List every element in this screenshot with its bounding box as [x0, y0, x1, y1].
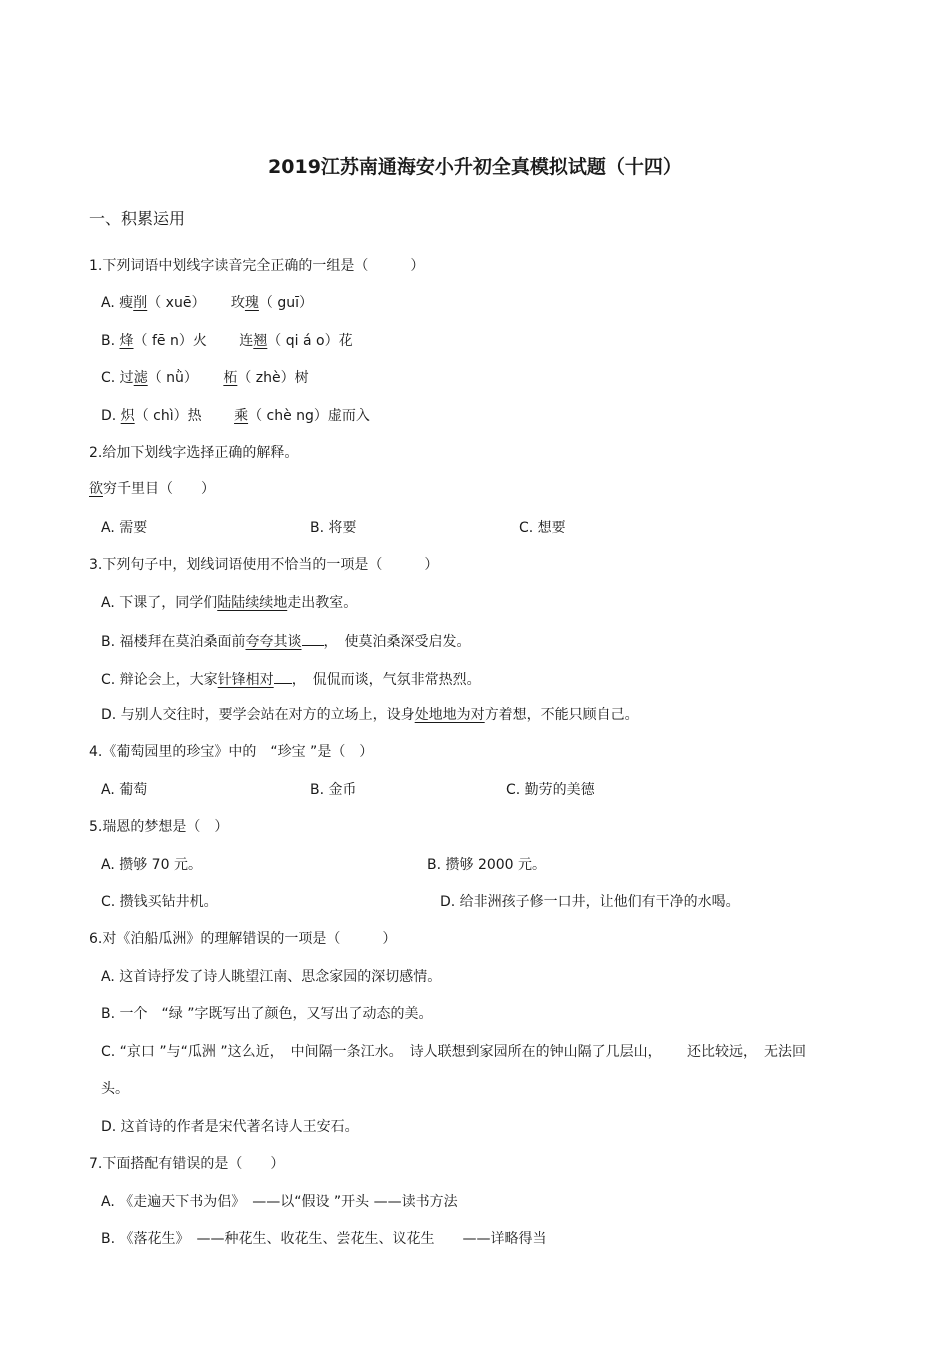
q5-option-c: C. 攒钱买钻井机。 [101, 894, 218, 910]
q2-option-b: B. 将要 [310, 520, 357, 536]
q4-option-b: B. 金币 [310, 782, 357, 798]
q6-stem: 6.对《泊船瓜洲》的理解错误的一项是（ ） [89, 931, 397, 947]
q7-option-b: B. 《落花生》 ——种花生、收花生、尝花生、议花生 ——详略得当 [101, 1231, 547, 1247]
q1-option-d: D. 炽（ chì）热 乘（ chè ng）虚而入 [101, 408, 370, 424]
q1-option-a: A. 瘦削（ xuē） 玫瑰（ guī） [101, 295, 314, 311]
q5-option-b: B. 攒够 2000 元。 [427, 857, 547, 873]
q3-option-c: C. 辩论会上，大家针锋相对 ， 侃侃而谈，气氛非常热烈。 [101, 669, 481, 689]
q6-option-a: A. 这首诗抒发了诗人眺望江南、思念家园的深切感情。 [101, 969, 442, 985]
q3-option-a: A. 下课了，同学们陆陆续续地走出教室。 [101, 595, 358, 611]
q1-option-c: C. 过滤（ nǜ） 柘（ zhè）树 [101, 370, 309, 386]
q5-stem: 5.瑞恩的梦想是（ ） [89, 819, 229, 835]
section-heading: 一、积累运用 [89, 209, 186, 228]
q5-option-d: D. 给非洲孩子修一口井，让他们有干净的水喝。 [440, 894, 740, 910]
q4-option-c: C. 勤劳的美德 [506, 782, 595, 798]
q5-option-a: A. 攒够 70 元。 [101, 857, 202, 873]
q6-option-d: D. 这首诗的作者是宋代著名诗人王安石。 [101, 1119, 359, 1135]
q2-sentence: 欲穷千里目（ ） [89, 481, 215, 497]
q6-option-c-line1: C. “京口 ”与“瓜洲 ”这么近， 中间隔一条江水。 诗人联想到家园所在的钟山隔了几层山， 还比较远， 无法回 [101, 1044, 807, 1060]
q6-option-c-line2: 头。 [101, 1081, 129, 1097]
q2-option-c: C. 想要 [519, 520, 566, 536]
q7-stem: 7.下面搭配有错误的是（ ） [89, 1156, 285, 1172]
q3-option-b: B. 福楼拜在莫泊桑面前夸夸其谈 ， 使莫泊桑深受启发。 [101, 631, 471, 651]
q4-stem: 4.《葡萄园里的珍宝》中的 “珍宝 ”是（ ） [89, 744, 374, 760]
q2-option-a: A. 需要 [101, 520, 148, 536]
q7-option-a: A. 《走遍天下书为侣》 ——以“假设 ”开头 ——读书方法 [101, 1194, 458, 1210]
page-title: 2019江苏南通海安小升初全真模拟试题（十四） [268, 156, 682, 178]
q2-stem: 2.给加下划线字选择正确的解释。 [89, 445, 299, 461]
q6-option-b: B. 一个 “绿 ”字既写出了颜色，又写出了动态的美。 [101, 1006, 433, 1022]
q4-option-a: A. 葡萄 [101, 782, 148, 798]
q3-option-d: D. 与别人交往时，要学会站在对方的立场上，设身处地地为对方着想，不能只顾自己。 [101, 707, 639, 723]
q1-option-b: B. 烽（ fē n）火 连翘（ qi á o）花 [101, 333, 353, 349]
q1-stem: 1.下列词语中划线字读音完全正确的一组是（ ） [89, 258, 425, 274]
q3-stem: 3.下列句子中，划线词语使用不恰当的一项是（ ） [89, 557, 439, 573]
